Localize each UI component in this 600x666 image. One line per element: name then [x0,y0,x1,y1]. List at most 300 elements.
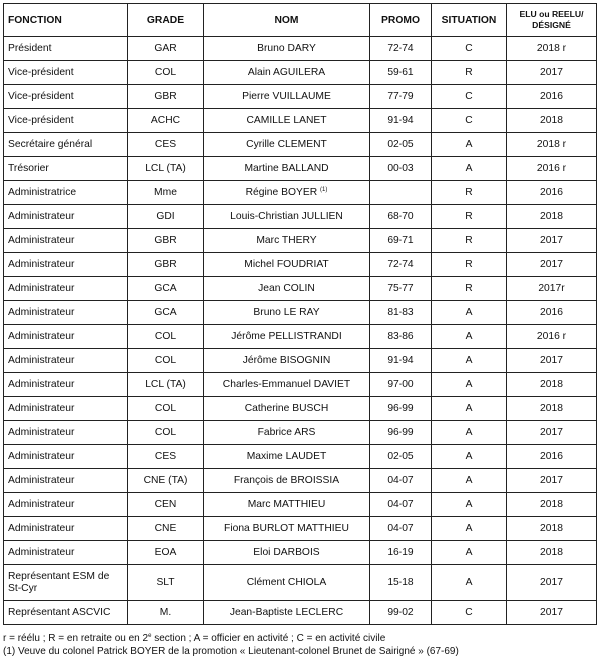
cell-fonction-text: Administratrice [8,187,77,198]
cell-promo [370,397,432,421]
cell-elu-text: 2017 [540,475,563,486]
cell-fonction [4,397,128,421]
cell-fonction-text: Représentant ASCVIC [8,607,111,618]
cell-elu [507,229,597,253]
cell-fonction-text: Représentant ESM de St-Cyr [8,570,110,594]
cell-elu [507,349,597,373]
column-header-situation: SITUATION [432,4,507,37]
cell-situation [432,133,507,157]
cell-promo-text: 00-03 [387,163,414,174]
cell-situation [432,301,507,325]
cell-promo [370,37,432,61]
table-row [4,421,597,445]
table-row [4,397,597,421]
cell-elu-text: 2017 [540,259,563,270]
cell-elu [507,61,597,85]
table-row [4,61,597,85]
cell-elu [507,133,597,157]
cell-elu-text: 2018 [540,403,563,414]
cell-situation [432,541,507,565]
cell-situation [432,277,507,301]
cell-promo-text: 72-74 [387,259,414,270]
cell-situation [432,349,507,373]
cell-promo-text: 81-83 [387,307,414,318]
cell-nom [204,85,370,109]
cell-nom [204,181,370,205]
cell-situation-text: A [465,355,473,366]
cell-promo [370,325,432,349]
cell-situation-text: R [465,235,473,246]
cell-promo-text: 04-07 [387,475,414,486]
cell-fonction [4,517,128,541]
cell-promo-text: 04-07 [387,499,414,510]
legend-note-superscript: e [148,633,152,639]
table-row [4,541,597,565]
cell-fonction [4,469,128,493]
cell-grade-text: GDI [156,211,175,222]
cell-grade-text: COL [154,403,177,414]
cell-elu [507,325,597,349]
cell-elu-text: 2017r [538,283,565,294]
column-header-fonction: FONCTION [4,4,128,37]
cell-situation [432,37,507,61]
cell-nom-text: Alain AGUILERA [247,67,326,78]
cell-elu-text: 2018 [540,379,563,390]
cell-nom [204,421,370,445]
cell-fonction [4,541,128,565]
cell-situation [432,397,507,421]
cell-nom [204,541,370,565]
cell-fonction [4,601,128,625]
cell-nom-text: Eloi DARBOIS [253,547,320,558]
cell-promo [370,469,432,493]
cell-elu-text: 2018 r [536,43,567,54]
cell-promo [370,157,432,181]
cell-elu-text: 2018 [540,547,563,558]
cell-nom [204,601,370,625]
table-row [4,493,597,517]
cell-elu-text: 2016 [540,91,563,102]
cell-grade [128,601,204,625]
cell-elu [507,37,597,61]
cell-promo [370,229,432,253]
table-row [4,205,597,229]
cell-promo-text: 69-71 [387,235,414,246]
cell-promo [370,445,432,469]
cell-grade-text: COL [154,331,177,342]
cell-promo [370,181,432,205]
cell-situation [432,469,507,493]
cell-situation-text: C [465,43,473,54]
cell-grade [128,133,204,157]
cell-fonction-text: Administrateur [8,283,75,294]
cell-promo [370,373,432,397]
cell-fonction [4,493,128,517]
cell-nom [204,61,370,85]
cell-elu [507,445,597,469]
column-header-grade: GRADE [128,4,204,37]
cell-situation [432,85,507,109]
cell-grade-text: GBR [154,259,177,270]
table-row [4,565,597,601]
cell-fonction [4,445,128,469]
cell-nom [204,373,370,397]
cell-nom [204,397,370,421]
cell-situation [432,181,507,205]
cell-situation-text: A [465,403,473,414]
cell-nom [204,277,370,301]
cell-situation-text: C [465,115,473,126]
cell-nom [204,517,370,541]
cell-nom-text: Fiona BURLOT MATTHIEU [224,523,349,534]
cell-nom-text: Fabrice ARS [257,427,316,438]
table-row [4,133,597,157]
cell-fonction [4,349,128,373]
cell-situation-text: A [465,379,473,390]
cell-situation-text: A [465,547,473,558]
cell-situation [432,205,507,229]
cell-promo-text: 02-05 [387,451,414,462]
cell-nom-text: Jean-Baptiste LECLERC [229,607,344,618]
table-notes [3,630,599,658]
cell-fonction-text: Administrateur [8,403,75,414]
cell-grade [128,517,204,541]
cell-promo-text: 15-18 [387,577,414,588]
cell-promo-text: 16-19 [387,547,414,558]
cell-fonction-text: Administrateur [8,235,75,246]
cell-promo [370,493,432,517]
cell-elu-text: 2018 [540,211,563,222]
cell-nom-text: Clément CHIOLA [246,577,327,588]
cell-fonction [4,205,128,229]
cell-elu-text: 2016 [540,307,563,318]
cell-promo [370,133,432,157]
cell-fonction [4,301,128,325]
cell-promo [370,205,432,229]
cell-elu [507,517,597,541]
cell-situation [432,373,507,397]
cell-fonction [4,181,128,205]
cell-nom-text: Jérôme PELLISTRANDI [231,331,342,342]
cell-grade-text: COL [154,67,177,78]
cell-elu [507,253,597,277]
cell-grade-text: M. [159,607,172,618]
table-row [4,109,597,133]
cell-nom-text: Martine BALLAND [244,163,329,174]
cell-fonction-text: Vice-président [8,67,74,78]
table-row [4,373,597,397]
cell-fonction-text: Administrateur [8,307,75,318]
cell-elu-text: 2017 [540,355,563,366]
cell-nom [204,349,370,373]
footnote-1: (1) Veuve du colonel Patrick BOYER de la promotion « Lieutenant-colonel Brunet de Sairigné » (67-69) [3,646,459,657]
cell-situation-text: R [465,283,473,294]
cell-grade-text: GBR [154,91,177,102]
legend-note [3,630,599,645]
cell-fonction-text: Administrateur [8,211,75,222]
table-body [4,37,597,625]
cell-promo [370,277,432,301]
cell-situation-text: R [465,211,473,222]
cell-nom [204,157,370,181]
cell-elu-text: 2016 r [536,331,567,342]
cell-elu-text: 2018 [540,115,563,126]
cell-fonction-text: Président [8,43,52,54]
cell-fonction-text: Administrateur [8,259,75,270]
cell-grade [128,229,204,253]
table-row [4,229,597,253]
cell-grade [128,373,204,397]
cell-promo [370,421,432,445]
cell-promo-text: 99-02 [387,607,414,618]
cell-grade-text: CES [154,451,177,462]
cell-fonction [4,229,128,253]
cell-situation-text: C [465,607,473,618]
cell-fonction [4,37,128,61]
cell-fonction [4,109,128,133]
cell-situation [432,253,507,277]
cell-fonction [4,277,128,301]
cell-elu [507,181,597,205]
cell-promo-text: 72-74 [387,43,414,54]
table-row [4,349,597,373]
cell-nom-text: Marc MATTHIEU [247,499,326,510]
column-header-elu-line1: ELU ou REELU/ [519,9,584,19]
cell-promo [370,109,432,133]
table-row [4,181,597,205]
column-header-nom: NOM [204,4,370,37]
cell-promo-text: 59-61 [387,67,414,78]
cell-grade [128,109,204,133]
cell-situation-text: A [465,577,473,588]
cell-fonction [4,421,128,445]
cell-fonction-text: Administrateur [8,475,75,486]
cell-elu-text: 2017 [540,577,563,588]
cell-promo [370,349,432,373]
cell-grade-text: LCL (TA) [145,379,186,390]
cell-elu-text: 2018 [540,499,563,510]
cell-fonction-text: Administrateur [8,451,75,462]
cell-grade [128,253,204,277]
cell-nom-text: Jérôme BISOGNIN [242,355,331,366]
cell-promo-text: 97-00 [387,379,414,390]
cell-grade-text: ACHC [150,115,181,126]
cell-situation-text: C [465,91,473,102]
cell-nom [204,253,370,277]
cell-grade [128,181,204,205]
cell-nom-text: Bruno LE RAY [253,307,320,318]
table-row [4,253,597,277]
cell-elu [507,85,597,109]
cell-fonction-text: Secrétaire général [8,139,93,150]
cell-nom [204,301,370,325]
cell-promo-text: 77-79 [387,91,414,102]
cell-nom-text: Maxime LAUDET [246,451,327,462]
cell-situation-text: A [465,139,473,150]
cell-promo-text: 91-94 [387,355,414,366]
cell-grade-text: CNE (TA) [143,475,188,486]
cell-elu-text: 2017 [540,67,563,78]
cell-situation-text: A [465,163,473,174]
cell-nom [204,109,370,133]
column-header-promo: PROMO [370,4,432,37]
cell-nom-text: Pierre VUILLAUME [242,91,331,102]
cell-fonction-text: Administrateur [8,355,75,366]
cell-grade-text: CNE [154,523,177,534]
cell-promo-text: 68-70 [387,211,414,222]
cell-elu [507,541,597,565]
cell-nom-text: CAMILLE LANET [246,115,327,126]
cell-grade [128,37,204,61]
cell-grade [128,469,204,493]
table-row [4,325,597,349]
cell-nom-text: Marc THERY [256,235,317,246]
board-members-table [3,3,597,625]
cell-situation-text: A [465,307,473,318]
cell-fonction-text: Administrateur [8,523,75,534]
cell-grade-text: GCA [154,283,177,294]
table-row [4,85,597,109]
cell-grade [128,493,204,517]
cell-nom [204,325,370,349]
cell-promo-text: 04-07 [387,523,414,534]
cell-grade-text: COL [154,427,177,438]
cell-grade [128,565,204,601]
cell-situation [432,109,507,133]
cell-fonction [4,85,128,109]
cell-elu-text: 2018 [540,523,563,534]
cell-elu [507,601,597,625]
cell-grade-text: SLT [156,577,175,588]
cell-elu [507,301,597,325]
cell-promo-text: 83-86 [387,331,414,342]
cell-nom [204,37,370,61]
table-row [4,517,597,541]
cell-elu [507,157,597,181]
cell-fonction-text: Administrateur [8,427,75,438]
cell-situation-text: A [465,475,473,486]
column-header-elu [507,4,597,37]
cell-fonction-text: Trésorier [8,163,49,174]
cell-grade [128,157,204,181]
cell-fonction [4,157,128,181]
legend-note-part1: r = réélu ; R = en retraite ou en 2 [3,633,149,644]
cell-situation-text: A [465,427,473,438]
cell-promo-text: 96-99 [387,403,414,414]
cell-grade-text: GBR [154,235,177,246]
cell-elu-text: 2017 [540,607,563,618]
cell-nom [204,445,370,469]
cell-nom-text: Michel FOUDRIAT [244,259,329,270]
cell-grade [128,277,204,301]
cell-promo-text: 96-99 [387,427,414,438]
cell-situation [432,325,507,349]
cell-promo [370,565,432,601]
cell-promo [370,601,432,625]
cell-nom-text: Jean COLIN [258,283,315,294]
column-header-elu-line2: DÉSIGNÉ [532,20,571,30]
cell-promo [370,517,432,541]
cell-nom-text: Louis-Christian JULLIEN [230,211,343,222]
cell-situation-text: R [465,67,473,78]
cell-grade-text: GCA [154,307,177,318]
cell-fonction [4,325,128,349]
cell-grade-text: EOA [154,547,177,558]
cell-fonction [4,373,128,397]
cell-promo-text: 91-94 [387,115,414,126]
cell-nom [204,493,370,517]
table-header-row [4,4,597,37]
cell-nom [204,205,370,229]
cell-nom-text: Régine BOYER [245,187,318,198]
cell-situation [432,493,507,517]
table-row [4,277,597,301]
cell-grade [128,541,204,565]
cell-fonction-text: Vice-président [8,115,74,126]
cell-elu [507,469,597,493]
cell-situation-text: A [465,523,473,534]
cell-promo [370,301,432,325]
cell-nom-text: Bruno DARY [257,43,316,54]
cell-fonction [4,133,128,157]
cell-grade-text: CES [154,139,177,150]
cell-grade-text: LCL (TA) [145,163,186,174]
cell-elu-text: 2017 [540,235,563,246]
cell-elu [507,397,597,421]
cell-fonction-text: Administrateur [8,499,75,510]
cell-elu-text: 2016 r [536,163,567,174]
cell-grade [128,325,204,349]
cell-grade-text: COL [154,355,177,366]
cell-nom-text: Cyrille CLEMENT [246,139,327,150]
cell-elu [507,493,597,517]
cell-situation [432,517,507,541]
cell-fonction-text: Administrateur [8,547,75,558]
cell-elu [507,421,597,445]
cell-elu-text: 2016 [540,451,563,462]
cell-elu [507,277,597,301]
cell-situation [432,421,507,445]
cell-situation [432,445,507,469]
cell-grade [128,349,204,373]
cell-nom [204,565,370,601]
table-row [4,469,597,493]
legend-note-part2: section ; A = officier en activité ; C = en activité civile [151,633,386,644]
cell-nom [204,229,370,253]
cell-nom [204,469,370,493]
cell-grade-text: CEN [154,499,177,510]
cell-fonction [4,253,128,277]
cell-grade-text: GAR [154,43,177,54]
cell-situation [432,61,507,85]
cell-nom-text: Catherine BUSCH [244,403,329,414]
cell-elu [507,565,597,601]
cell-fonction [4,61,128,85]
cell-elu-text: 2017 [540,427,563,438]
cell-grade [128,445,204,469]
cell-grade [128,85,204,109]
footnote-marker: (1) [320,187,328,193]
cell-grade [128,421,204,445]
table-row [4,445,597,469]
table-row [4,37,597,61]
cell-grade-text: Mme [154,187,177,198]
cell-situation [432,565,507,601]
cell-fonction-text: Administrateur [8,331,75,342]
table-row [4,601,597,625]
cell-grade [128,301,204,325]
cell-situation-text: A [465,499,473,510]
